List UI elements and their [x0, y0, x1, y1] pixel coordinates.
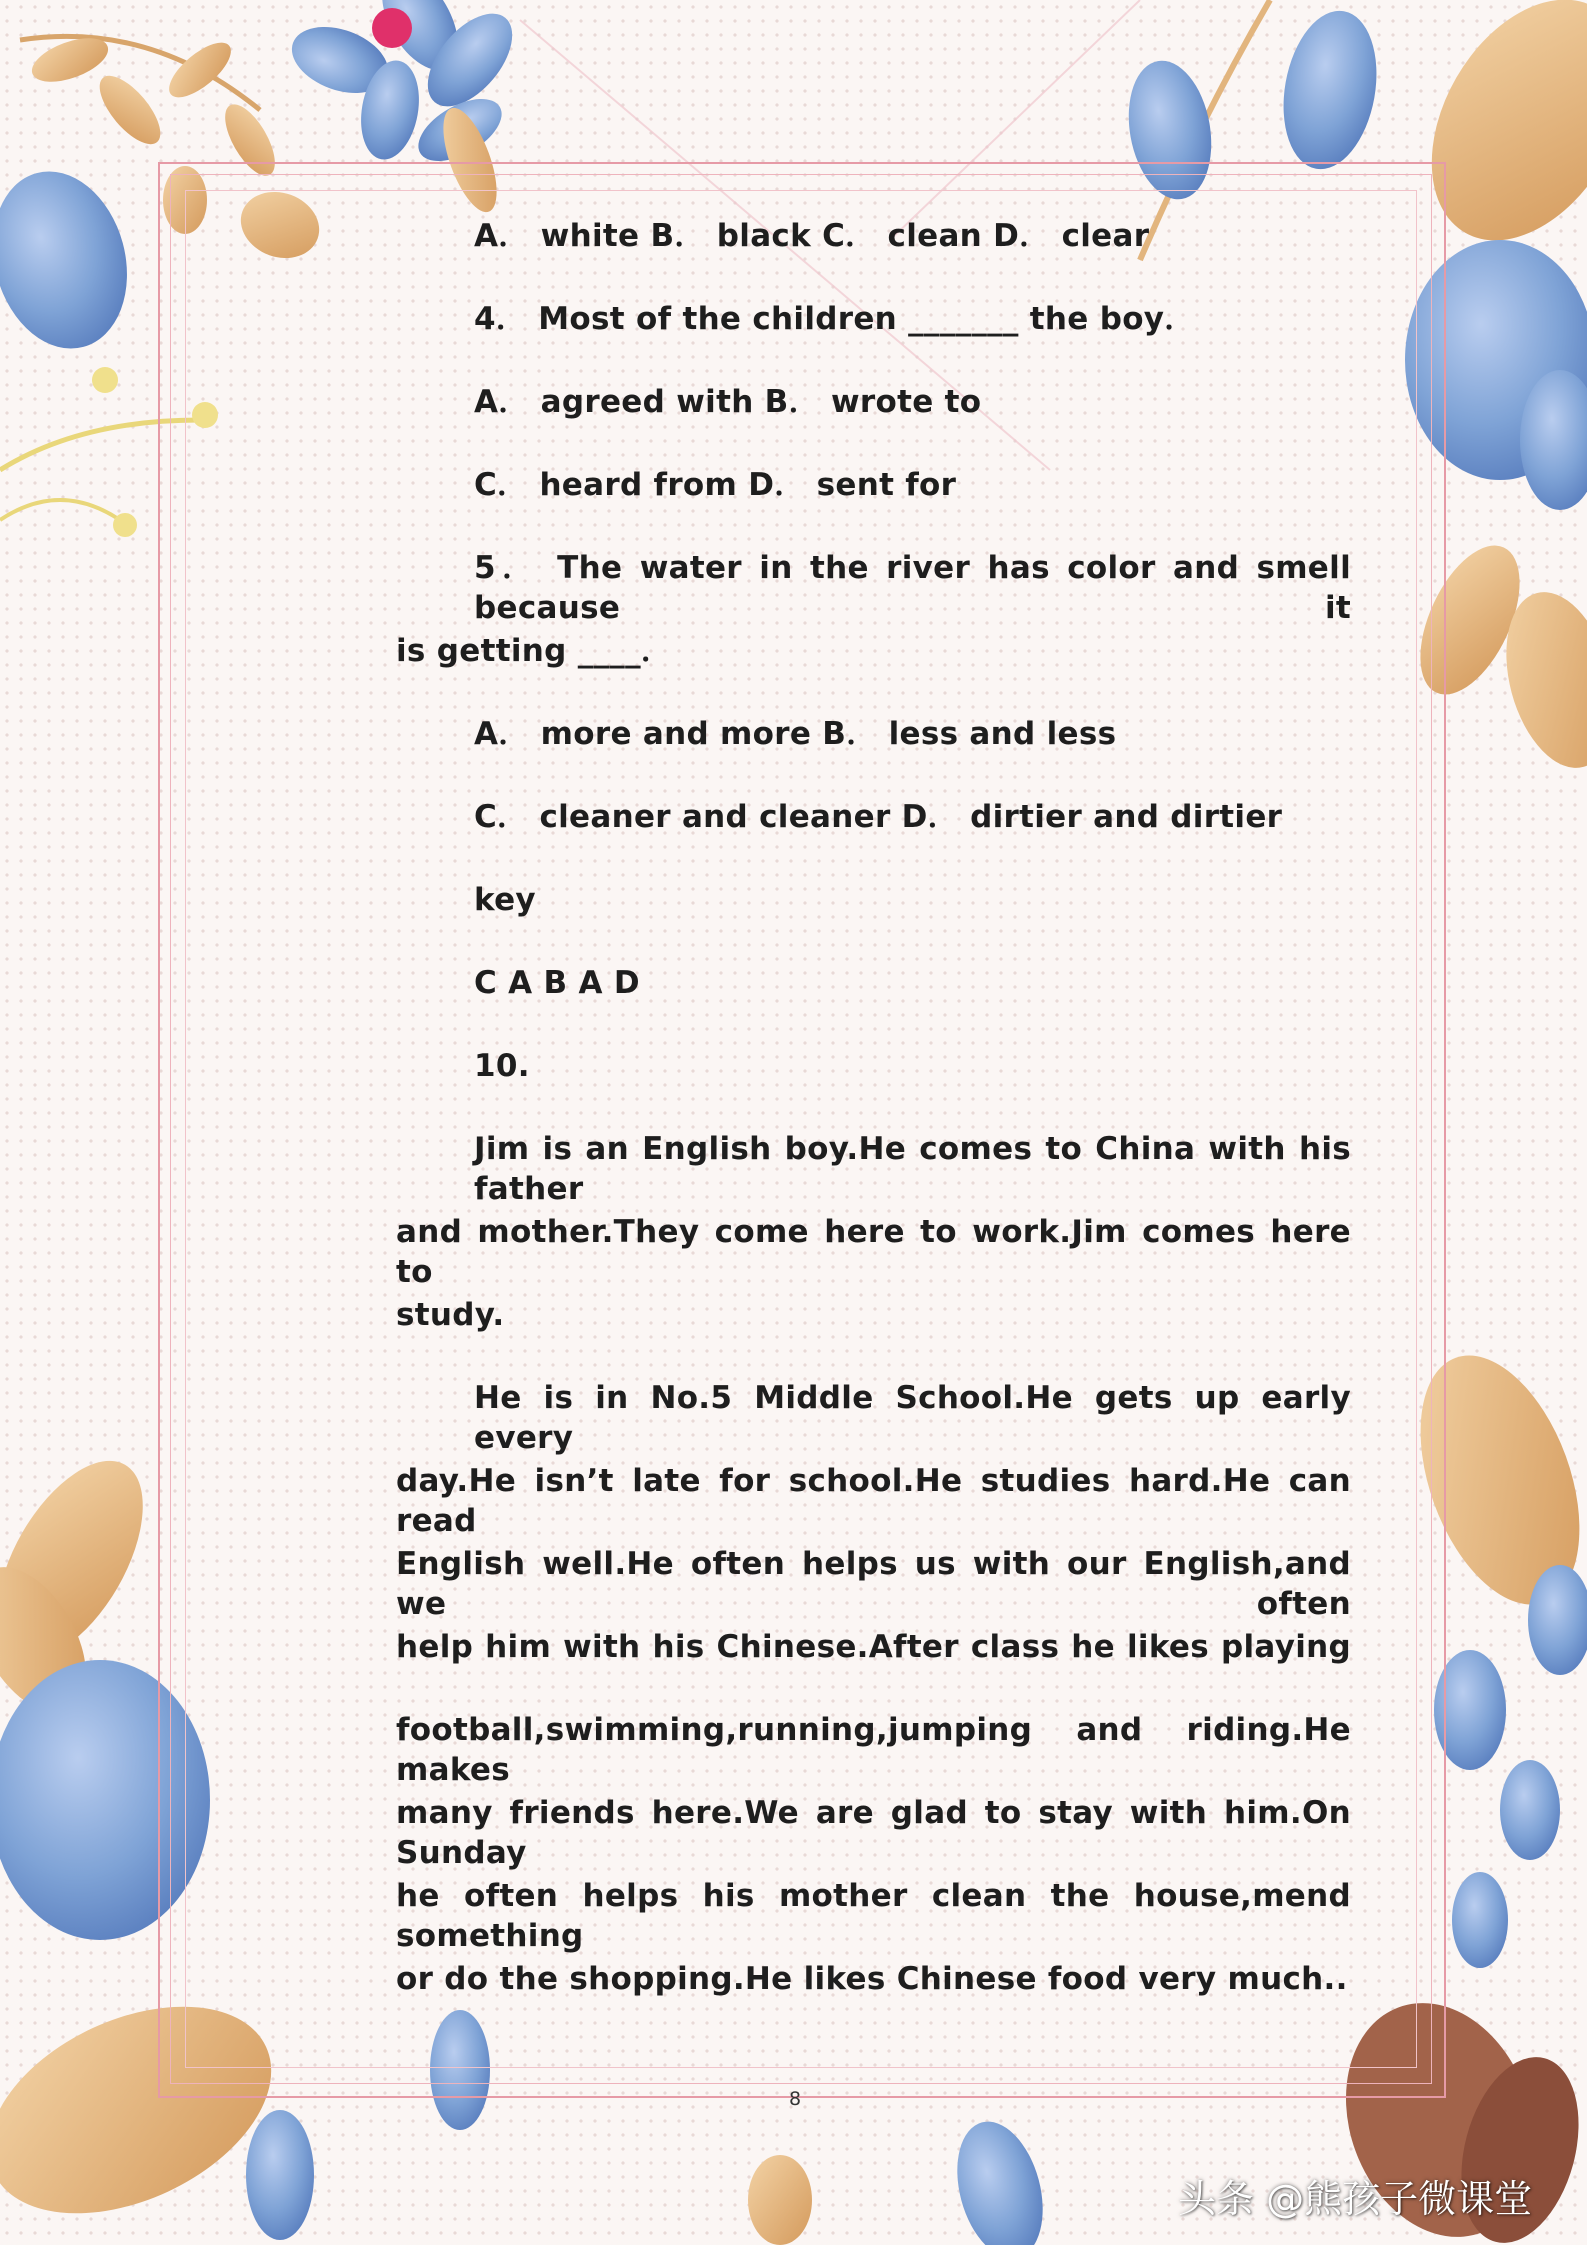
question-4: 4． Most of the children _______ the boy． — [474, 301, 1196, 337]
q4-options-ab: A． agreed with B． wrote to — [474, 384, 982, 420]
watermark: 头条 @熊孩子微课堂 — [1178, 2177, 1533, 2221]
passage-line: and mother.They come here to work.Jim comes here to — [396, 1214, 1351, 1290]
left-sprig — [0, 367, 218, 537]
passage-line: football,swimming,running,jumping and riding.He makes — [396, 1712, 1351, 1788]
question-5-line2: is getting ____． — [396, 633, 673, 669]
passage-line: Jim is an English boy.He comes to China with his father — [474, 1131, 1351, 1207]
top-left-leaves — [0, 29, 329, 363]
right-leaves — [1390, 1334, 1587, 1968]
left-lower-leaves — [0, 1437, 304, 2245]
passage-line: or do the shopping.He likes Chinese food very much.. — [396, 1961, 1348, 1997]
section-number: 10. — [474, 1048, 530, 1084]
q5-options-ab: A． more and more B． less and less — [474, 716, 1117, 752]
key-heading: key — [474, 882, 536, 918]
answer-key: C A B A D — [474, 965, 640, 1001]
q3-options-line: A． white B． black C． clean D． clear — [474, 218, 1150, 254]
passage-line: help him with his Chinese.After class he likes playing — [396, 1629, 1351, 1665]
page-number: 8 — [788, 2088, 802, 2110]
passage-line: many friends here.We are glad to stay with him.On Sunday — [396, 1795, 1351, 1871]
top-flower — [283, 0, 529, 219]
passage-line: English well.He often helps us with our English,and we often — [396, 1546, 1351, 1622]
passage-line: day.He isn’t late for school.He studies hard.He can read — [396, 1463, 1351, 1539]
question-5-line1: 5． The water in the river has color and smell because it — [474, 550, 1351, 626]
passage-line: He is in No.5 Middle School.He gets up early every — [474, 1380, 1351, 1456]
q5-options-cd: C． cleaner and cleaner D． dirtier and dirtier — [474, 799, 1283, 835]
q4-options-cd: C． heard from D． sent for — [474, 467, 957, 503]
passage-line: he often helps his mother clean the house,mend something — [396, 1878, 1351, 1954]
passage-line: study. — [396, 1297, 505, 1333]
